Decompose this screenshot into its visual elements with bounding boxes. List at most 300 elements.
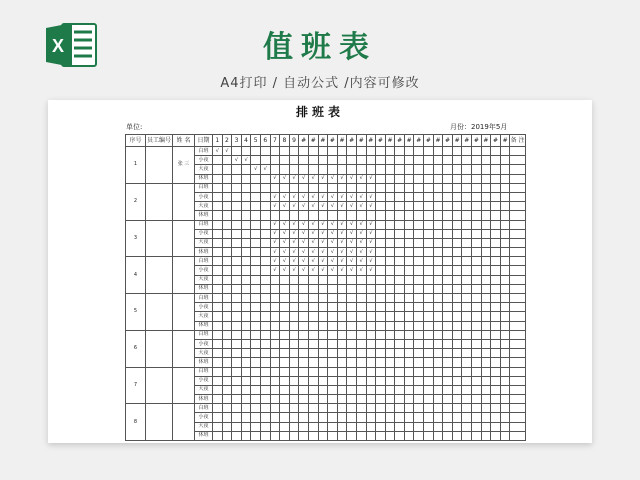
cell-day[interactable]: √ [289, 192, 299, 201]
cell-day[interactable] [491, 339, 501, 348]
cell-day[interactable] [308, 294, 318, 303]
cell-day[interactable] [424, 183, 434, 192]
cell-day[interactable] [222, 257, 232, 266]
cell-day[interactable]: √ [337, 266, 347, 275]
cell-day[interactable] [222, 183, 232, 192]
cell-day[interactable] [395, 376, 405, 385]
cell-day[interactable] [356, 404, 366, 413]
cell-day[interactable]: √ [337, 192, 347, 201]
cell-day[interactable] [232, 312, 242, 321]
cell-day[interactable] [472, 404, 482, 413]
cell-day[interactable] [472, 321, 482, 330]
cell-day[interactable] [270, 413, 280, 422]
cell-day[interactable] [395, 330, 405, 339]
cell-day[interactable] [481, 312, 491, 321]
cell-day[interactable] [260, 312, 270, 321]
cell-day[interactable] [260, 321, 270, 330]
cell-day[interactable] [232, 257, 242, 266]
cell-remark[interactable] [510, 358, 525, 367]
cell-day[interactable] [424, 220, 434, 229]
cell-day[interactable] [481, 174, 491, 183]
cell-day[interactable] [481, 257, 491, 266]
cell-day[interactable] [404, 385, 414, 394]
cell-day[interactable] [356, 413, 366, 422]
cell-day[interactable]: √ [337, 229, 347, 238]
cell-remark[interactable] [510, 303, 525, 312]
cell-day[interactable] [289, 358, 299, 367]
cell-day[interactable] [289, 395, 299, 404]
cell-day[interactable] [500, 294, 510, 303]
cell-day[interactable]: √ [270, 192, 280, 201]
cell-day[interactable] [280, 312, 290, 321]
cell-day[interactable] [213, 404, 223, 413]
cell-day[interactable] [481, 422, 491, 431]
cell-day[interactable] [414, 202, 424, 211]
cell-day[interactable] [260, 183, 270, 192]
cell-day[interactable] [462, 183, 472, 192]
cell-day[interactable]: √ [299, 257, 309, 266]
cell-day[interactable] [270, 422, 280, 431]
cell-day[interactable] [472, 431, 482, 440]
cell-day[interactable]: √ [308, 202, 318, 211]
cell-day[interactable] [433, 367, 443, 376]
cell-day[interactable] [213, 220, 223, 229]
cell-day[interactable]: √ [299, 220, 309, 229]
cell-day[interactable] [491, 147, 501, 156]
cell-day[interactable] [500, 248, 510, 257]
cell-day[interactable] [414, 183, 424, 192]
cell-day[interactable] [452, 192, 462, 201]
cell-day[interactable] [241, 358, 251, 367]
cell-day[interactable]: √ [299, 202, 309, 211]
cell-day[interactable] [213, 211, 223, 220]
cell-day[interactable] [328, 294, 338, 303]
cell-day[interactable] [452, 147, 462, 156]
cell-day[interactable] [462, 404, 472, 413]
cell-day[interactable] [500, 220, 510, 229]
cell-day[interactable] [500, 404, 510, 413]
cell-day[interactable] [366, 330, 376, 339]
cell-day[interactable] [443, 413, 453, 422]
cell-name[interactable] [173, 183, 195, 220]
cell-day[interactable] [491, 413, 501, 422]
cell-day[interactable] [260, 174, 270, 183]
cell-day[interactable]: √ [366, 202, 376, 211]
cell-day[interactable] [308, 413, 318, 422]
cell-day[interactable] [491, 367, 501, 376]
cell-day[interactable] [356, 147, 366, 156]
cell-day[interactable] [462, 156, 472, 165]
cell-day[interactable] [491, 404, 501, 413]
cell-day[interactable] [500, 339, 510, 348]
cell-day[interactable] [328, 358, 338, 367]
cell-day[interactable] [213, 248, 223, 257]
cell-day[interactable] [433, 229, 443, 238]
cell-day[interactable] [376, 147, 386, 156]
cell-day[interactable] [241, 284, 251, 293]
cell-seq[interactable]: 6 [126, 330, 146, 367]
cell-day[interactable]: √ [270, 238, 280, 247]
cell-day[interactable] [232, 422, 242, 431]
cell-day[interactable] [376, 385, 386, 394]
cell-day[interactable] [500, 284, 510, 293]
cell-day[interactable] [356, 183, 366, 192]
cell-day[interactable] [299, 330, 309, 339]
cell-day[interactable] [213, 385, 223, 394]
cell-day[interactable] [472, 367, 482, 376]
cell-day[interactable] [414, 156, 424, 165]
cell-day[interactable] [452, 358, 462, 367]
cell-day[interactable] [213, 165, 223, 174]
cell-day[interactable] [385, 275, 395, 284]
cell-day[interactable] [481, 339, 491, 348]
cell-day[interactable] [424, 413, 434, 422]
cell-day[interactable] [433, 431, 443, 440]
cell-day[interactable] [385, 192, 395, 201]
cell-day[interactable] [222, 211, 232, 220]
cell-day[interactable] [241, 211, 251, 220]
cell-day[interactable] [404, 303, 414, 312]
cell-day[interactable] [481, 229, 491, 238]
cell-day[interactable] [232, 413, 242, 422]
cell-remark[interactable] [510, 431, 525, 440]
cell-remark[interactable] [510, 376, 525, 385]
cell-day[interactable] [481, 192, 491, 201]
cell-day[interactable] [472, 395, 482, 404]
cell-day[interactable] [481, 358, 491, 367]
cell-day[interactable] [289, 376, 299, 385]
cell-day[interactable] [424, 266, 434, 275]
cell-day[interactable]: √ [328, 174, 338, 183]
cell-day[interactable] [500, 275, 510, 284]
cell-day[interactable] [328, 339, 338, 348]
cell-day[interactable] [472, 330, 482, 339]
cell-day[interactable] [260, 229, 270, 238]
cell-day[interactable] [376, 275, 386, 284]
cell-day[interactable] [260, 211, 270, 220]
cell-day[interactable] [491, 174, 501, 183]
cell-day[interactable] [251, 192, 261, 201]
cell-day[interactable] [241, 294, 251, 303]
cell-remark[interactable] [510, 349, 525, 358]
cell-day[interactable]: √ [270, 266, 280, 275]
cell-day[interactable] [241, 220, 251, 229]
cell-day[interactable] [452, 330, 462, 339]
cell-day[interactable] [260, 238, 270, 247]
cell-day[interactable] [376, 257, 386, 266]
cell-day[interactable] [308, 156, 318, 165]
cell-day[interactable]: √ [328, 248, 338, 257]
cell-day[interactable] [395, 385, 405, 394]
cell-day[interactable] [491, 156, 501, 165]
cell-day[interactable] [462, 339, 472, 348]
cell-day[interactable] [395, 339, 405, 348]
cell-day[interactable] [376, 312, 386, 321]
cell-day[interactable] [452, 156, 462, 165]
cell-day[interactable] [443, 257, 453, 266]
cell-day[interactable] [395, 422, 405, 431]
cell-day[interactable] [308, 385, 318, 394]
cell-day[interactable] [299, 395, 309, 404]
cell-day[interactable]: √ [356, 248, 366, 257]
cell-day[interactable] [241, 422, 251, 431]
cell-day[interactable] [308, 303, 318, 312]
cell-day[interactable] [328, 156, 338, 165]
cell-day[interactable]: √ [366, 257, 376, 266]
cell-day[interactable] [289, 431, 299, 440]
cell-day[interactable] [433, 376, 443, 385]
cell-day[interactable] [385, 202, 395, 211]
cell-day[interactable] [491, 229, 501, 238]
cell-day[interactable] [433, 257, 443, 266]
cell-remark[interactable] [510, 294, 525, 303]
cell-day[interactable] [366, 284, 376, 293]
cell-day[interactable] [481, 303, 491, 312]
cell-day[interactable] [213, 330, 223, 339]
cell-day[interactable] [500, 385, 510, 394]
cell-day[interactable] [241, 165, 251, 174]
cell-day[interactable] [404, 174, 414, 183]
cell-day[interactable] [241, 202, 251, 211]
cell-day[interactable]: √ [308, 192, 318, 201]
cell-day[interactable]: √ [318, 238, 328, 247]
cell-day[interactable] [500, 257, 510, 266]
cell-day[interactable] [500, 266, 510, 275]
cell-remark[interactable] [510, 367, 525, 376]
cell-remark[interactable] [510, 165, 525, 174]
cell-remark[interactable] [510, 422, 525, 431]
cell-day[interactable] [289, 294, 299, 303]
cell-day[interactable]: √ [347, 248, 357, 257]
cell-day[interactable] [395, 321, 405, 330]
cell-day[interactable] [500, 192, 510, 201]
cell-day[interactable]: √ [280, 174, 290, 183]
cell-day[interactable] [404, 220, 414, 229]
cell-day[interactable] [232, 395, 242, 404]
cell-day[interactable]: √ [356, 266, 366, 275]
cell-day[interactable] [366, 275, 376, 284]
cell-day[interactable] [347, 358, 357, 367]
cell-day[interactable] [318, 183, 328, 192]
cell-day[interactable] [472, 266, 482, 275]
cell-day[interactable] [414, 220, 424, 229]
cell-day[interactable] [395, 275, 405, 284]
cell-day[interactable] [280, 395, 290, 404]
cell-day[interactable] [462, 303, 472, 312]
cell-emp-no[interactable] [146, 404, 173, 441]
cell-day[interactable] [241, 174, 251, 183]
cell-day[interactable]: √ [289, 202, 299, 211]
cell-day[interactable] [491, 294, 501, 303]
cell-day[interactable] [385, 367, 395, 376]
cell-day[interactable] [251, 358, 261, 367]
cell-day[interactable] [318, 156, 328, 165]
cell-day[interactable] [299, 321, 309, 330]
cell-day[interactable] [251, 211, 261, 220]
cell-day[interactable] [452, 174, 462, 183]
cell-day[interactable] [481, 367, 491, 376]
cell-remark[interactable] [510, 192, 525, 201]
cell-day[interactable] [491, 321, 501, 330]
cell-day[interactable] [232, 303, 242, 312]
cell-day[interactable] [433, 202, 443, 211]
cell-day[interactable] [222, 422, 232, 431]
cell-day[interactable] [289, 385, 299, 394]
cell-day[interactable] [328, 147, 338, 156]
cell-day[interactable] [424, 385, 434, 394]
cell-day[interactable] [395, 358, 405, 367]
cell-day[interactable] [414, 349, 424, 358]
cell-day[interactable] [337, 422, 347, 431]
cell-seq[interactable]: 5 [126, 294, 146, 331]
cell-day[interactable] [472, 183, 482, 192]
cell-day[interactable] [347, 147, 357, 156]
cell-day[interactable] [308, 284, 318, 293]
cell-day[interactable] [222, 165, 232, 174]
cell-day[interactable] [424, 395, 434, 404]
cell-day[interactable] [424, 284, 434, 293]
cell-day[interactable] [270, 330, 280, 339]
cell-day[interactable] [462, 294, 472, 303]
cell-day[interactable] [251, 266, 261, 275]
cell-day[interactable] [443, 376, 453, 385]
cell-day[interactable] [347, 312, 357, 321]
cell-day[interactable] [443, 312, 453, 321]
cell-day[interactable]: √ [347, 192, 357, 201]
cell-day[interactable] [385, 183, 395, 192]
cell-day[interactable] [472, 257, 482, 266]
cell-day[interactable] [251, 202, 261, 211]
cell-day[interactable] [462, 413, 472, 422]
cell-day[interactable] [424, 330, 434, 339]
cell-day[interactable] [395, 413, 405, 422]
cell-day[interactable] [472, 147, 482, 156]
cell-day[interactable] [328, 303, 338, 312]
cell-day[interactable]: √ [318, 248, 328, 257]
cell-seq[interactable]: 3 [126, 220, 146, 257]
cell-day[interactable] [251, 321, 261, 330]
cell-day[interactable] [424, 367, 434, 376]
cell-day[interactable] [251, 156, 261, 165]
cell-day[interactable] [443, 294, 453, 303]
cell-day[interactable] [404, 156, 414, 165]
cell-day[interactable] [232, 339, 242, 348]
cell-day[interactable]: √ [366, 229, 376, 238]
cell-day[interactable] [251, 330, 261, 339]
cell-day[interactable] [424, 376, 434, 385]
cell-day[interactable] [452, 238, 462, 247]
cell-day[interactable] [318, 404, 328, 413]
cell-day[interactable] [337, 376, 347, 385]
cell-day[interactable]: √ [337, 174, 347, 183]
cell-day[interactable]: √ [337, 257, 347, 266]
cell-day[interactable] [289, 156, 299, 165]
cell-day[interactable] [213, 284, 223, 293]
cell-day[interactable] [366, 165, 376, 174]
cell-day[interactable] [356, 330, 366, 339]
cell-day[interactable] [251, 413, 261, 422]
cell-day[interactable] [424, 248, 434, 257]
cell-day[interactable] [452, 321, 462, 330]
cell-day[interactable] [500, 395, 510, 404]
cell-day[interactable] [232, 294, 242, 303]
cell-day[interactable] [472, 165, 482, 174]
cell-day[interactable] [500, 330, 510, 339]
cell-day[interactable] [356, 339, 366, 348]
cell-day[interactable] [491, 202, 501, 211]
cell-day[interactable] [347, 431, 357, 440]
cell-day[interactable] [270, 183, 280, 192]
cell-day[interactable] [376, 422, 386, 431]
cell-day[interactable]: √ [356, 192, 366, 201]
cell-day[interactable] [366, 413, 376, 422]
cell-day[interactable] [251, 349, 261, 358]
cell-day[interactable] [500, 376, 510, 385]
cell-day[interactable] [318, 413, 328, 422]
cell-day[interactable] [213, 395, 223, 404]
cell-day[interactable] [222, 220, 232, 229]
cell-day[interactable] [328, 165, 338, 174]
cell-day[interactable] [328, 211, 338, 220]
cell-day[interactable] [347, 349, 357, 358]
cell-day[interactable] [299, 358, 309, 367]
cell-day[interactable] [452, 229, 462, 238]
cell-day[interactable] [385, 174, 395, 183]
cell-name[interactable] [173, 257, 195, 294]
cell-day[interactable] [347, 211, 357, 220]
cell-day[interactable] [481, 349, 491, 358]
cell-day[interactable] [289, 165, 299, 174]
cell-day[interactable] [395, 294, 405, 303]
cell-day[interactable] [472, 211, 482, 220]
cell-remark[interactable] [510, 284, 525, 293]
cell-day[interactable]: √ [356, 220, 366, 229]
cell-day[interactable] [443, 211, 453, 220]
cell-day[interactable] [462, 165, 472, 174]
cell-day[interactable] [299, 367, 309, 376]
cell-day[interactable] [308, 312, 318, 321]
cell-day[interactable]: √ [328, 202, 338, 211]
cell-day[interactable] [222, 385, 232, 394]
cell-day[interactable] [414, 395, 424, 404]
cell-day[interactable] [366, 321, 376, 330]
cell-day[interactable] [481, 284, 491, 293]
cell-remark[interactable] [510, 147, 525, 156]
cell-day[interactable] [500, 183, 510, 192]
cell-day[interactable] [241, 312, 251, 321]
cell-day[interactable] [433, 174, 443, 183]
cell-day[interactable]: √ [299, 266, 309, 275]
cell-day[interactable]: √ [356, 257, 366, 266]
cell-day[interactable] [222, 303, 232, 312]
cell-day[interactable] [289, 339, 299, 348]
cell-remark[interactable] [510, 404, 525, 413]
cell-day[interactable] [328, 330, 338, 339]
cell-day[interactable]: √ [270, 174, 280, 183]
cell-day[interactable] [491, 211, 501, 220]
cell-day[interactable] [337, 294, 347, 303]
cell-remark[interactable] [510, 275, 525, 284]
cell-day[interactable] [491, 303, 501, 312]
cell-day[interactable]: √ [328, 238, 338, 247]
cell-day[interactable] [443, 183, 453, 192]
cell-day[interactable]: √ [337, 202, 347, 211]
cell-seq[interactable]: 4 [126, 257, 146, 294]
cell-day[interactable] [462, 238, 472, 247]
cell-day[interactable] [404, 431, 414, 440]
cell-day[interactable] [222, 294, 232, 303]
cell-day[interactable]: √ [308, 238, 318, 247]
